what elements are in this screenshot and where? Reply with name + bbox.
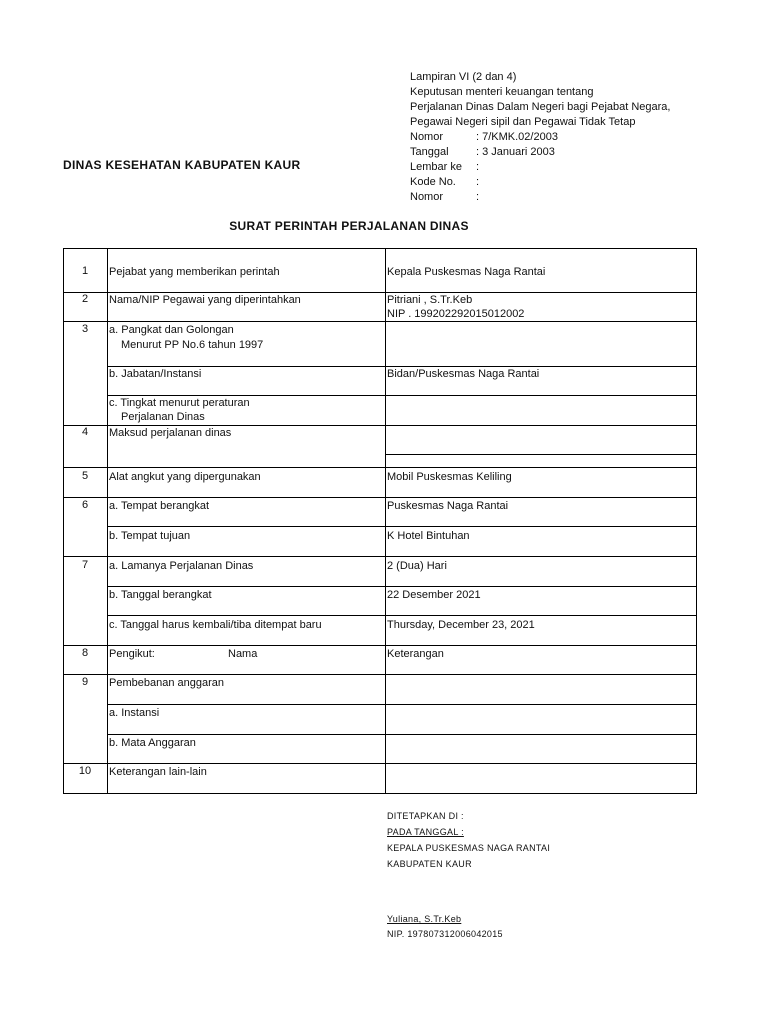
header-field-label: Kode No. [410,176,456,188]
row-number: 2 [81,293,89,305]
row-label: a. Lamanya Perjalanan Dinas [109,560,254,572]
header-field-label: Tanggal [410,146,449,158]
row-label: b. Mata Anggaran [109,737,196,749]
header-field [410,190,670,205]
signer-nip: NIP. 197807312006042015 [387,929,503,939]
header-field-value: : [476,176,480,188]
header-field-value: : [476,191,480,203]
row-value: 22 Desember 2021 [387,589,481,601]
row-value: Kepala Puskesmas Naga Rantai [387,266,546,278]
table-border-top [63,248,697,249]
row-line [63,674,697,675]
row-label: a. Tempat berangkat [109,500,210,512]
header-field-label: Nomor [410,191,444,203]
row-label: Keterangan lain-lain [109,766,207,778]
row-label: b. Tanggal berangkat [109,589,212,601]
signature-date: PADA TANGGAL : [387,827,464,837]
header-field-value: : 3 Januari 2003 [476,146,555,158]
row-label: Menurut PP No.6 tahun 1997 [121,339,264,351]
signature-position: KEPALA PUSKESMAS NAGA RANTAI [387,843,551,853]
header-field [410,160,670,175]
table-divider [385,248,386,794]
row-number: 6 [81,499,89,511]
header-field-label: Lembar ke [410,161,462,173]
table-divider [107,248,108,794]
subrow-line [107,615,697,616]
table-border-bottom [63,793,697,794]
agency-name: DINAS KESEHATAN KABUPATEN KAUR [63,158,301,172]
row-line [63,467,697,468]
row-label: Pejabat yang memberikan perintah [109,266,280,278]
header-field [410,130,670,145]
subrow-line [107,586,697,587]
subrow-line [385,454,697,455]
header-line: Keputusan menteri keuangan tentang [410,86,594,98]
document-title: SURAT PERINTAH PERJALANAN DINAS [229,219,469,233]
header-line: Perjalanan Dinas Dalam Negeri bagi Pejabat Negara, [410,101,671,113]
row-line [63,321,697,322]
row-label: b. Jabatan/Instansi [109,368,202,380]
row-value: Bidan/Puskesmas Naga Rantai [387,368,540,380]
row-number: 8 [81,647,89,659]
row-line [63,556,697,557]
row-number: 4 [81,426,89,438]
header-line: Lampiran VI (2 dan 4) [410,71,517,83]
row-value: Puskesmas Naga Rantai [387,500,509,512]
row-value: Thursday, December 23, 2021 [387,619,535,631]
signature-place: DITETAPKAN DI : [387,811,464,821]
row-label: a. Instansi [109,707,160,719]
row-value: Pitriani , S.Tr.Keb [387,294,473,306]
row-value: K Hotel Bintuhan [387,530,470,542]
header-field-value: : 7/KMK.02/2003 [476,131,558,143]
row-label: Pembebanan anggaran [109,677,224,689]
row-label: Pengikut: [109,648,155,660]
header-field-value: : [476,161,480,173]
header-line: Pegawai Negeri sipil dan Pegawai Tidak Tetap [410,116,636,128]
header-field [410,175,670,190]
row-label: c. Tanggal harus kembali/tiba ditempat baru [109,619,322,631]
header-field [410,145,670,160]
row-line [63,645,697,646]
subrow-line [107,704,697,705]
signature-region: KABUPATEN KAUR [387,859,472,869]
row-value: NIP . 199202292015012002 [387,308,525,320]
row-label: a. Pangkat dan Golongan [109,324,234,336]
row-line [63,763,697,764]
row-value: 2 (Dua) Hari [387,560,447,572]
attachment-header [410,70,670,205]
row-label: Alat angkut yang dipergunakan [109,471,261,483]
row-label: b. Tempat tujuan [109,530,191,542]
subrow-line [107,526,697,527]
row-number: 3 [81,323,89,335]
row-value: Mobil Puskesmas Keliling [387,471,512,483]
row-number: 1 [81,265,89,277]
row-label: c. Tingkat menurut peraturan [109,397,250,409]
signer-name: Yuliana, S.Tr.Keb [387,914,462,924]
row-number: 10 [78,765,92,777]
row-line [63,497,697,498]
row-number: 7 [81,559,89,571]
row-label: Perjalanan Dinas [121,411,205,423]
table-border-right [696,248,697,794]
header-field-label: Nomor [410,131,444,143]
row-value: Keterangan [387,648,444,660]
row-number: 5 [81,470,89,482]
row-label: Maksud perjalanan dinas [109,427,232,439]
row-label: Nama/NIP Pegawai yang diperintahkan [109,294,301,306]
row-label: Nama [228,648,258,660]
subrow-line [107,734,697,735]
row-number: 9 [81,676,89,688]
